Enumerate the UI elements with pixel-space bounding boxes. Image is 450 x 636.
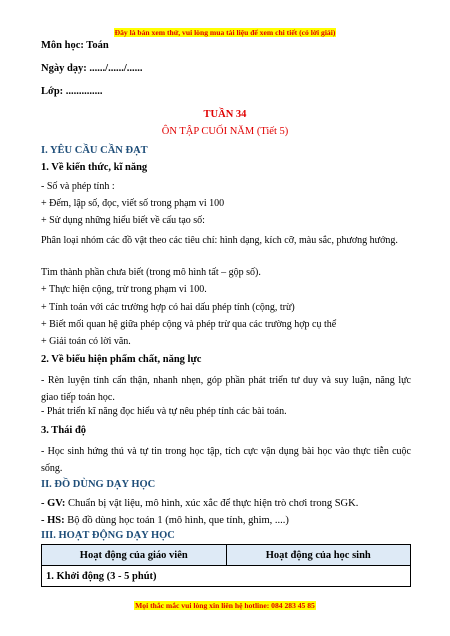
text-paragraph: - Học sinh hứng thú và tự tin trong học tập, tích cực vận dụng bài học vào thực tiễn cuộc sống. (41, 446, 411, 474)
text-line: Tìm thành phần chưa biết (trong mô hình tất – gộp số). (41, 267, 261, 278)
text-line: + Tính toán với các trường hợp có hai dấu phép tính (cộng, trừ) (41, 302, 295, 313)
text-line: + Giải toán có lời văn. (41, 336, 131, 347)
student-activity-header: Hoạt động của học sinh (226, 545, 411, 566)
activities-table (41, 544, 411, 587)
gv-label: - GV: (41, 498, 66, 509)
class-line: Lớp: .............. (41, 86, 103, 97)
student-materials-line (41, 515, 289, 526)
text-line: - Phát triển kĩ năng đọc hiểu và tự nêu phép tính các bài toán. (41, 406, 287, 417)
table-row (42, 566, 411, 587)
text-line: + Biết mối quan hệ giữa phép cộng và phép trừ qua các trường hợp cụ thể (41, 319, 337, 330)
attitude-subheading: 3. Thái độ (41, 425, 87, 436)
date-line: Ngày dạy: ....../....../...... (41, 63, 143, 74)
week-title: TUẦN 34 (203, 109, 247, 120)
bottom-hotline-banner (0, 601, 450, 610)
section-requirements-heading: I. YÊU CẦU CẦN ĐẠT (41, 145, 148, 156)
subject-line: Môn học: Toán (41, 40, 109, 51)
gv-text: Chuẩn bị vật liệu, mô hình, xúc xắc để thực hiện trò chơi trong SGK. (65, 498, 359, 509)
teacher-materials-line (41, 498, 358, 509)
knowledge-skills-subheading: 1. Về kiến thức, kĩ năng (41, 162, 148, 173)
lesson-title: ÔN TẬP CUỐI NĂM (Tiết 5) (161, 126, 289, 137)
hotline-text: Mọi thắc mắc vui lòng xin liên hệ hotline: 084 283 45 85 (135, 601, 315, 610)
text-line: + Sử dụng những hiểu biết về cấu tạo số: (41, 215, 205, 226)
text-line: - Số và phép tính : (41, 181, 115, 192)
text-line: + Thực hiện cộng, trừ trong phạm vi 100. (41, 284, 207, 295)
teacher-activity-header: Hoạt động của giáo viên (42, 545, 227, 566)
top-notice-text: Đây là bản xem thử, vui lòng mua tài liệu để xem chi tiết (có lời giải) (114, 28, 336, 37)
text-paragraph: - Rèn luyện tính cẩn thận, nhanh nhẹn, góp phần phát triển tư duy và suy luận, năng lực giao tiếp toán học. (41, 375, 411, 403)
hs-label: - HS: (41, 515, 65, 526)
text-line: + Đếm, lập số, đọc, viết số trong phạm vi 100 (41, 198, 225, 209)
top-notice-banner (0, 28, 450, 37)
text-paragraph: Phân loại nhóm các đồ vật theo các tiêu chí: hình dạng, kích cỡ, màu sắc, phương hướng. (41, 235, 398, 246)
table-header-row (42, 545, 411, 566)
qualities-subheading: 2. Về biểu hiện phẩm chất, năng lực (41, 354, 202, 365)
hs-text: Bộ đồ dùng học toán 1 (mô hình, que tính, ghim, ....) (64, 515, 289, 526)
section-materials-heading: II. ĐỒ DÙNG DẠY HỌC (41, 479, 156, 490)
warmup-row: 1. Khởi động (3 - 5 phút) (42, 566, 411, 587)
section-activities-heading: III. HOẠT ĐỘNG DẠY HỌC (41, 530, 175, 541)
